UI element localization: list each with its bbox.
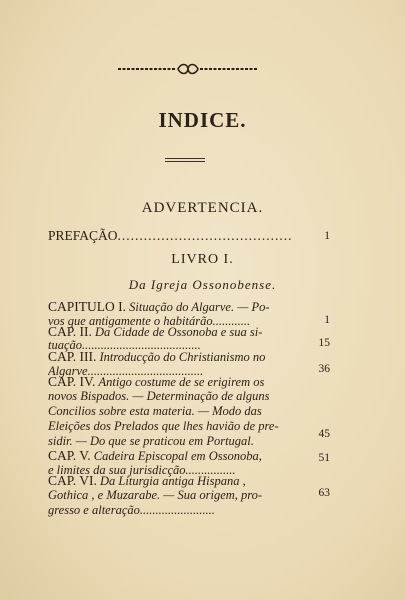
toc-page-6: 63 (318, 487, 330, 499)
chapter-text-3: Introducção do Christianismo no (99, 350, 266, 364)
toc-line-6: Algarve..................................... (48, 364, 204, 378)
heading-livro: LIVRO I. (171, 252, 234, 267)
double-rule-bottom (165, 161, 205, 162)
toc-line-15: Gothica , e Muzarabe. — Sua origem, pro- (48, 488, 263, 502)
toc-line-8: novos Bispados. — Determinação de alguns (48, 389, 270, 403)
chapter-label-3: CAP. III. (48, 349, 97, 364)
toc-line-4: tuação...................................... (48, 338, 201, 352)
chapter-label-5: CAP. V. (48, 448, 91, 463)
ornament-divider (118, 62, 258, 76)
toc-page-3: 36 (318, 363, 330, 375)
toc-line-14 (48, 473, 323, 489)
toc-line-5 (48, 349, 323, 365)
toc-line-12 (48, 448, 323, 464)
toc-line-16: gresso e alteração........................ (48, 503, 215, 517)
heading-advertencia: ADVERTENCIA. (141, 200, 264, 216)
double-rule-top (165, 158, 205, 159)
toc-line-2: vos que antigamente o habitárão............ (48, 314, 251, 328)
toc-page-4: 45 (318, 428, 330, 440)
chapter-text-2: Da Cidade de Ossonoba e sua si- (95, 325, 263, 339)
prefacao-line (48, 228, 323, 243)
toc-line-7 (48, 374, 323, 390)
chapter-text-5: Cadeira Episcopal em Ossonoba, (93, 449, 262, 463)
toc-line-10: Eleições dos Prelados que lhes havião de pre- (48, 419, 279, 433)
toc-line-13: e limites da sua jurisdicção................ (48, 463, 236, 477)
toc-line-11: sidir. — Do que se praticou em Portugal. (48, 434, 254, 448)
toc-page-2: 15 (318, 337, 330, 349)
chapter-text-1: Situação do Algarve. — Po- (129, 300, 270, 314)
prefacao-dots: ........................................ (117, 228, 293, 243)
chapter-label-2: CAP. II. (48, 324, 92, 339)
toc-line-1 (48, 299, 323, 315)
chapter-label-1: CAPITULO I. (48, 299, 126, 314)
prefacao-page: 1 (324, 230, 330, 242)
chapter-label-6: CAP. VI. (48, 473, 97, 488)
toc-line-9: Concilios sobre esta materia. — Modo das (48, 404, 262, 418)
toc-page-1: 1 (324, 314, 330, 326)
chapter-label-4: CAP. IV. (48, 374, 96, 389)
prefacao-label: PREFAÇÃO (48, 228, 118, 243)
chapter-text-6: Da Liturgia antiga Hispana , (100, 474, 246, 488)
page-title: INDICE. (158, 108, 247, 132)
toc-page-5: 51 (318, 452, 330, 464)
livro-subtitle: Da Igreja Ossonobense. (128, 277, 277, 292)
chapter-text-4: Antigo costume de se erigirem os (98, 375, 265, 389)
